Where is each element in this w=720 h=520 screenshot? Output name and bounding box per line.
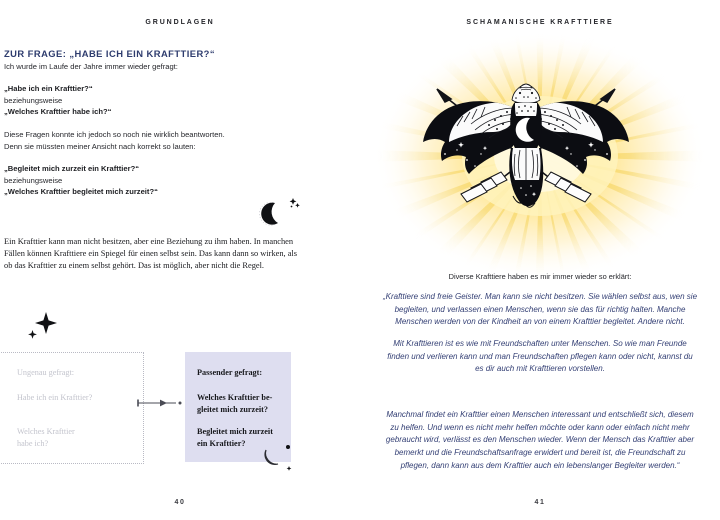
page-number-right: 41 bbox=[534, 499, 546, 506]
question-a-line-1: „Habe ich ein Krafttier?“ bbox=[4, 84, 93, 94]
better-question-1 bbox=[197, 392, 272, 415]
four-point-star-icon bbox=[24, 310, 66, 346]
imprecise-question-box bbox=[0, 352, 144, 464]
question-block-a bbox=[4, 83, 334, 118]
better-heading: Passender gefragt: bbox=[197, 368, 263, 377]
small-crescent-moon-icon bbox=[258, 440, 298, 476]
question-c-line-2: beziehungsweise bbox=[4, 175, 63, 185]
better-question-2-line-2: ein Krafttier? bbox=[197, 438, 246, 448]
imprecise-question-2 bbox=[17, 426, 75, 449]
section-title: ZUR FRAGE: „HABE ICH EIN KRAFTTIER?“ bbox=[4, 48, 215, 59]
imprecise-question-2-line-2: habe ich? bbox=[17, 438, 49, 448]
quote-paragraph-3: Manchmal findet ein Krafttier einen Menschen interessant und entschließt sich, diesem zu helfen. Und wenn es nicht mehr helfen möchte oder kann oder einfach nicht mehr gebraucht wird, verlässt es den Menschen wieder. Wenn der Mensch das Krafttier aber bemerkt und die Freundschaftsanfrage erwidert und bereit ist, die Freundschaft zu pflegen, dann kann aus dem Krafttier auch ein lebenslanger Begleiter werden.“ bbox=[385, 410, 695, 470]
better-question-1-line-1: Welches Krafttier be- bbox=[197, 393, 273, 402]
imprecise-question-1: Habe ich ein Krafttier? bbox=[17, 393, 93, 402]
explanation-line-1: Diese Fragen konnte ich jedoch so noch nie wirklich beantworten. bbox=[4, 129, 225, 139]
serif-paragraph: Ein Krafttier kann man nicht besitzen, aber eine Beziehung zu ihm haben. In manchen Fällen können Krafttiere ein Spiegel für einen selbst sein. Das kann dann so wirken, als ob das Krafttier zu einem selbst gehört. Das ist möglich, aber nicht die Regel. bbox=[4, 237, 298, 271]
imprecise-heading: Ungenau gefragt: bbox=[17, 368, 75, 377]
quote-paragraph-1: „Krafttiere sind freie Geister. Man kann sie nicht besitzen. Sie wählen selbst aus, wen sie begleiten, und verlassen einen Menschen, wenn sie das für richtig halten. Manche Menschen werden von der Kindheit an von einem Krafttier begleitet. Andere nicht. bbox=[382, 292, 698, 327]
section-lead: Ich wurde im Laufe der Jahre immer wieder gefragt: bbox=[4, 62, 178, 71]
left-page-body bbox=[4, 48, 334, 198]
question-a-line-2: beziehungsweise bbox=[4, 95, 63, 105]
better-question-1-line-2: gleitet mich zurzeit? bbox=[197, 404, 268, 414]
question-c-line-3: „Welches Krafttier begleitet mich zurzeit?“ bbox=[4, 187, 158, 197]
page-number-left: 40 bbox=[174, 499, 186, 506]
question-c-line-1: „Begleitet mich zurzeit ein Krafttier?“ bbox=[4, 164, 140, 174]
intro-line: Diverse Krafttiere haben es mir immer wieder so erklärt: bbox=[448, 272, 632, 281]
question-a-line-3: „Welches Krafttier habe ich?“ bbox=[4, 107, 112, 117]
eagle-illustration bbox=[415, 62, 637, 212]
right-page bbox=[360, 0, 720, 520]
better-question-2-line-1: Begleitet mich zurzeit bbox=[197, 427, 273, 436]
arrow-right-icon bbox=[136, 398, 184, 408]
crescent-moon-icon bbox=[248, 193, 304, 235]
imprecise-question-2-line-1: Welches Krafttier bbox=[17, 427, 75, 436]
explanation-block bbox=[4, 129, 334, 152]
quote-paragraph-2: Mit Krafttieren ist es wie mit Freundschaften unter Menschen. So wie man Freunde finden und verlieren kann und man Freundschaften pflegen kann oder nicht, kannst du es dir auch mit Krafttieren vorstellen. bbox=[387, 339, 693, 374]
explanation-line-2: Denn sie müssten meiner Ansicht nach korrekt so lauten: bbox=[4, 141, 196, 151]
running-head-right: SCHAMANISCHE KRAFTTIERE bbox=[466, 19, 614, 26]
running-head-left: GRUNDLAGEN bbox=[145, 19, 215, 26]
